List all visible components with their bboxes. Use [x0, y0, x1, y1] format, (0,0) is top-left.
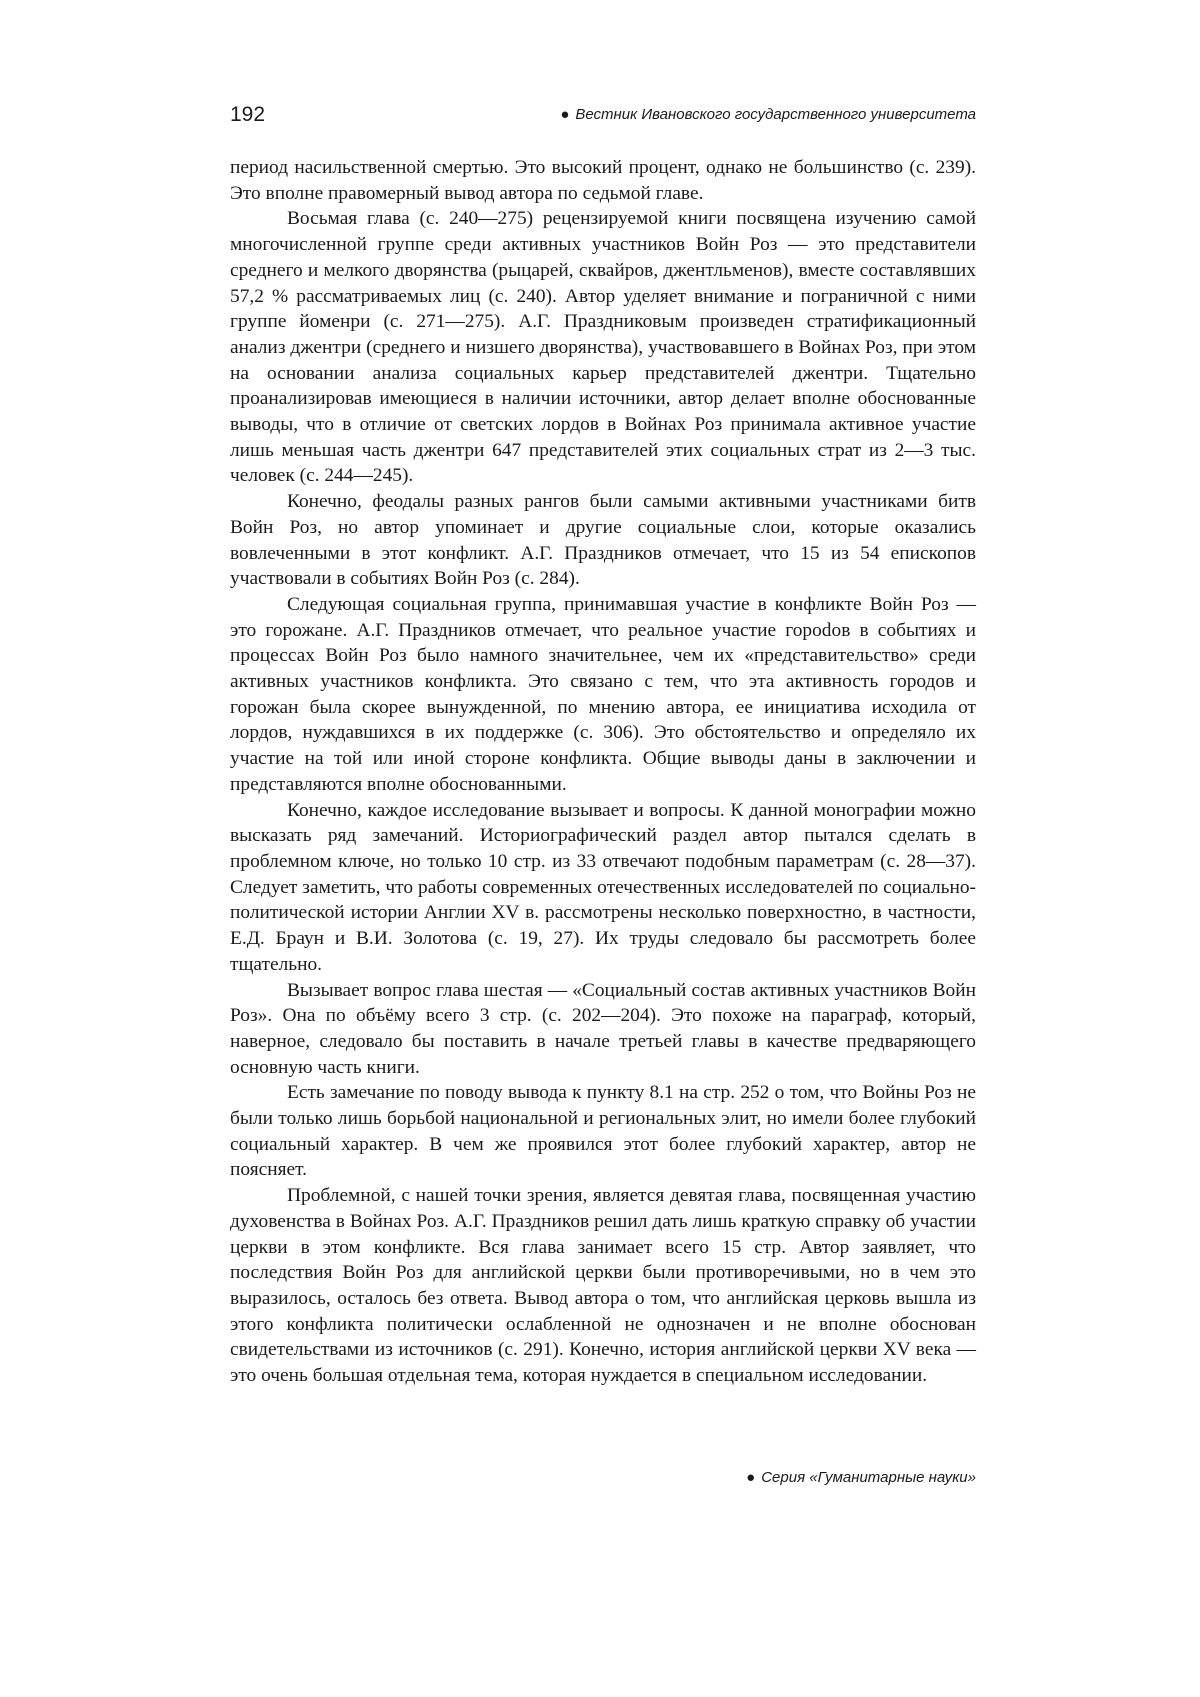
paragraph: Конечно, феодалы разных рангов были самыми активными участниками битв Войн Роз, но автор упоминает и другие социальные слои, которые оказались вовлеченными в этот конфликт. А.Г. Праздников отмечает, что 15 из 54 епископов участвовали в событиях Войн Роз (с. 284). — [230, 491, 976, 590]
article-body — [230, 155, 976, 1389]
paragraph: Конечно, каждое исследование вызывает и вопросы. К данной монографии можно высказать ряд замечаний. Историографический раздел автор пытался сделать в проблемном ключе, но только 10 стр. из 33 отвечают подобным параметрам (с. 28—37). Следует заметить, что работы современных отечественных исследователей по социально-политической истории Англии XV в. рассмотрены несколько поверхностно, в частности, Е.Д. Браун и В.И. Золотова (с. 19, 27). Их труды следовало бы рассмотреть более тщательно. — [230, 799, 976, 975]
paragraph: Следующая социальная группа, принимавшая участие в конфликте Войн Роз — это горожане. А.Г. Праздников отмечает, что реальное участие гороdов в событиях и процессах Войн Роз было намного значительнее, чем их «представительство» среди активных участников конфликта. Это связано с тем, что эта активность городов и горожан была скорее вынужденной, по мнению автора, ее инициатива исходила от лордов, нуждавшихся в их поддержке (с. 306). Это обстоятельство и определяло их участие на той или иной стороне конфликта. Общие выводы даны в заключении и представляются вполне обоснованными. — [230, 593, 976, 795]
paragraph: Восьмая глава (с. 240—275) рецензируемой книги посвящена изучению самой многочисленной группе среди активных участников Войн Роз — это представители среднего и мелкого дворянства (рыцарей, сквайров, джентльменов), вместе составлявших 57,2 % рассматриваемых лиц (с. 240). Автор уделяет внимание и пограничной с ними группе йоменри (с. 271—275). А.Г. Праздниковым произведен стратификационный анализ джентри (среднего и низшего дворянства), участвовавшего в Войнах Роз, при этом на основании анализа социальных карьер представителей джентри. Тщательно проанализировав имеющиеся в наличии источники, автор делает вполне обоснованные выводы, что в отличие от светских лордов в Войнах Роз принимала активное участие лишь меньшая часть джентри 647 представителей этих социальных страт из 2—3 тыс. человек (с. 244—245). — [230, 208, 976, 487]
journal-title — [560, 100, 976, 130]
series-footer — [746, 1466, 976, 1490]
page-header — [230, 100, 976, 130]
paragraph: Есть замечание по поводу вывода к пункту 8.1 на стр. 252 о том, что Войны Роз не были только лишь борьбой национальной и региональных элит, но имели более глубокий социальный характер. В чем же проявился этот более глубокий характер, автор не поясняет. — [230, 1082, 976, 1181]
journal-title-text: Вестник Ивановского государственного университета — [575, 106, 976, 123]
paragraph: Вызывает вопрос глава шестая — «Социальный состав активных участников Войн Роз». Она по объёму всего 3 стр. (с. 202—204). Это похоже на параграф, который, наверное, следовало бы поставить в начале третьей главы в качестве предваряющего основную часть книги. — [230, 979, 976, 1078]
paragraph: период насильственной смертью. Это высокий процент, однако не большинство (с. 239). Это вполне правомерный вывод автора по седьмой главе. — [230, 157, 976, 204]
page-number: 192 — [230, 103, 266, 126]
paragraph: Проблемной, с нашей точки зрения, является девятая глава, посвященная участию духовенства в Войнах Роз. А.Г. Праздников решил дать лишь краткую справку об участии церкви в этом конфликте. Вся глава занимает всего 15 стр. Автор заявляет, что последствия Войн Роз для английской церкви были противоречивыми, но в чем это выразилось, осталось без ответа. Вывод автора о том, что английская церковь вышла из этого конфликта политически ослабленной не однозначен и не вполне обоснован свидетельствами из источников (с. 291). Конечно, история английской церкви XV века — это очень большая отдельная тема, которая нуждается в специальном исследовании. — [230, 1185, 976, 1387]
bullet-icon: ● — [560, 106, 570, 123]
series-title: Серия «Гуманитарные науки» — [761, 1469, 976, 1486]
bullet-icon: ● — [746, 1469, 756, 1486]
